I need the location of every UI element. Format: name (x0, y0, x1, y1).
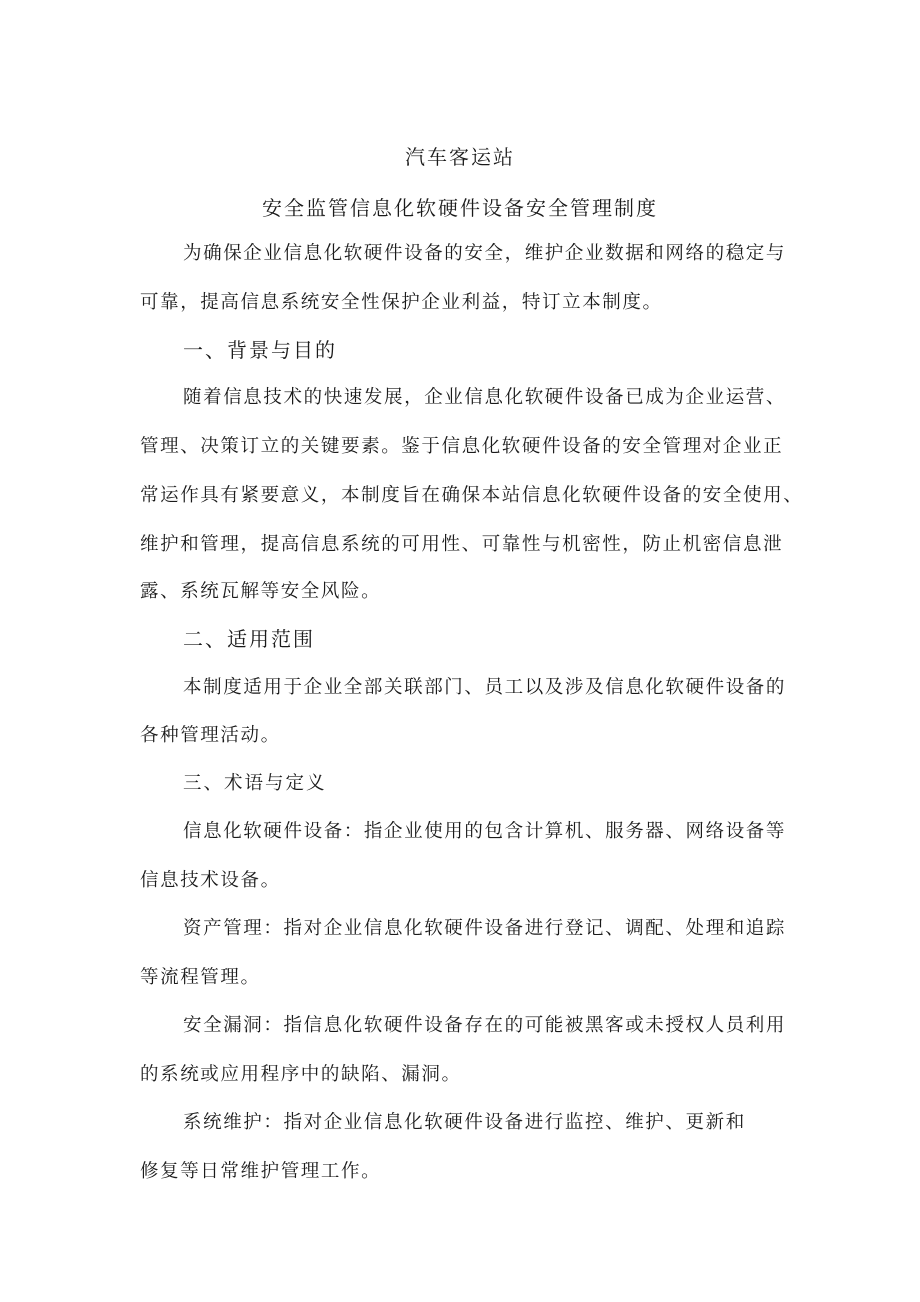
term-line: 修复等日常维护管理工作。 (140, 1161, 382, 1182)
term-line: 系统维护：指对企业信息化软硬件设备进行监控、维护、更新和 (183, 1112, 746, 1133)
term-line: 信息技术设备。 (140, 870, 281, 891)
paragraph-line: 常运作具有紧要意义，本制度旨在确保本站信息化软硬件设备的安全使用、 (140, 485, 804, 506)
paragraph-line: 维护和管理，提高信息系统的可用性、可靠性与机密性，防止机密信息泄 (140, 534, 784, 555)
intro-line: 为确保企业信息化软硬件设备的安全，维护企业数据和网络的稳定与 (183, 243, 787, 264)
term-line: 的系统或应用程序中的缺陷、漏洞。 (140, 1064, 462, 1085)
paragraph-line: 本制度适用于企业全部关联部门、员工以及涉及信息化软硬件设备的 (183, 677, 787, 698)
intro-line: 可靠，提高信息系统安全性保护企业利益，特订立本制度。 (140, 292, 663, 313)
section-heading-background: 一、背景与目的 (183, 338, 337, 362)
paragraph-line: 露、系统瓦解等安全风险。 (140, 581, 382, 602)
term-line: 等流程管理。 (140, 967, 261, 988)
term-line: 资产管理：指对企业信息化软硬件设备进行登记、调配、处理和追踪 (183, 918, 787, 939)
paragraph-line: 各种管理活动。 (140, 725, 281, 746)
term-line: 信息化软硬件设备：指企业使用的包含计算机、服务器、网络设备等 (183, 821, 787, 842)
section-heading-scope: 二、适用范围 (183, 627, 315, 651)
section-heading-terms: 三、术语与定义 (183, 773, 327, 794)
document-subtitle: 安全监管信息化软硬件设备安全管理制度 (262, 196, 658, 220)
paragraph-line: 管理、决策订立的关键要素。鉴于信息化软硬件设备的安全管理对企业正 (140, 436, 784, 457)
document-title: 汽车客运站 (405, 145, 515, 169)
term-line: 安全漏洞：指信息化软硬件设备存在的可能被黑客或未授权人员利用 (183, 1015, 787, 1036)
paragraph-line: 随着信息技术的快速发展，企业信息化软硬件设备已成为企业运营、 (183, 387, 787, 408)
